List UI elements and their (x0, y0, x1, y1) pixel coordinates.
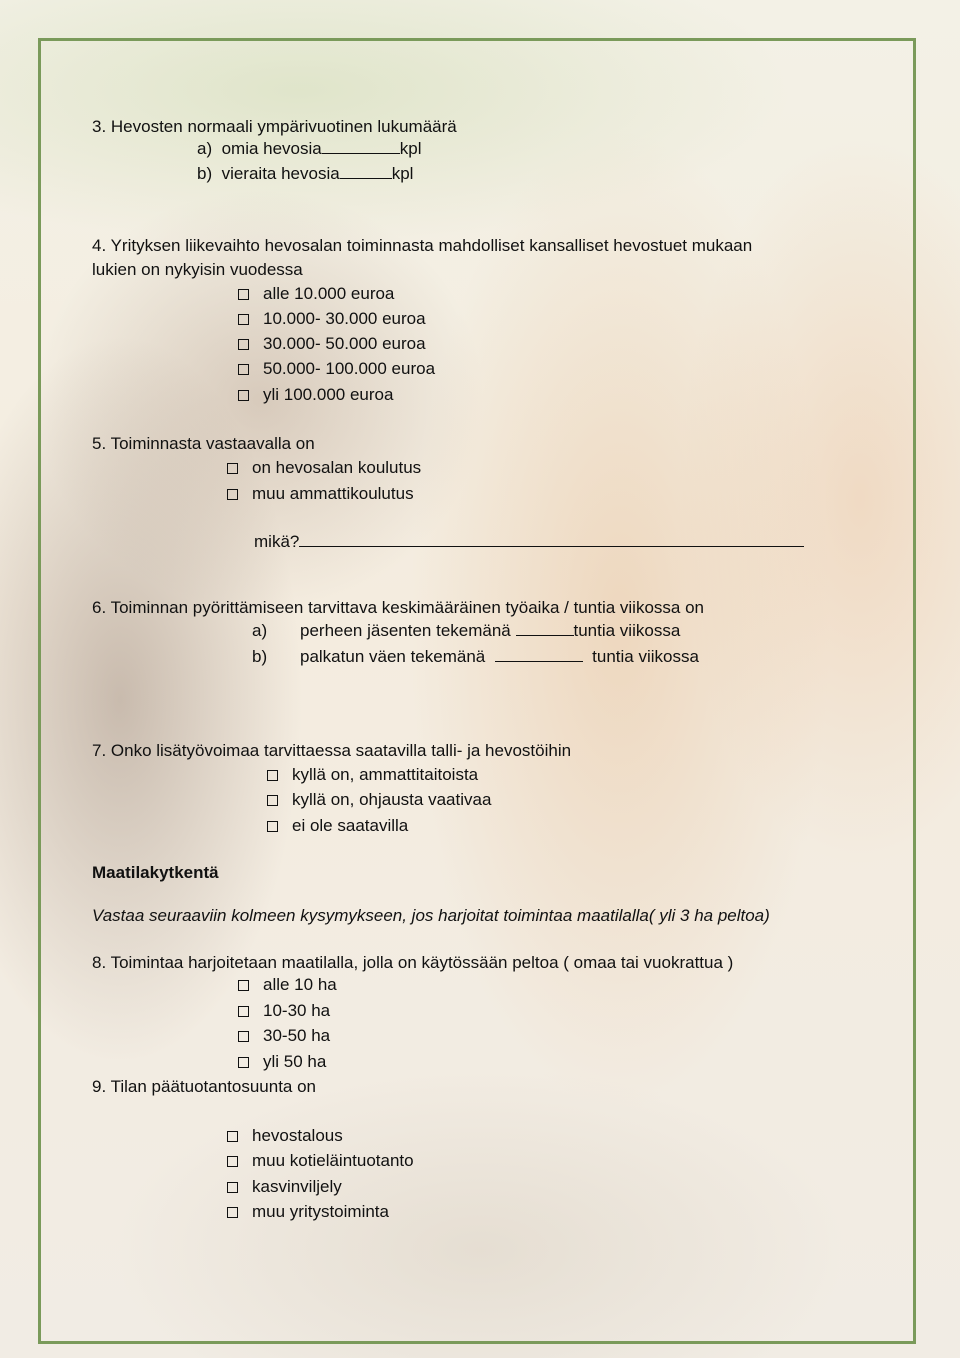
checkbox-icon[interactable] (238, 364, 249, 375)
q6-b-unit: tuntia viikossa (592, 647, 699, 666)
q6-b-blank[interactable] (495, 647, 583, 662)
checkbox-icon[interactable] (238, 289, 249, 300)
q4-option (238, 359, 435, 379)
q5-which-blank[interactable] (299, 532, 804, 547)
q6-a-label: perheen jäsenten tekemänä (300, 621, 511, 640)
q4-option-label: 50.000- 100.000 euroa (263, 359, 436, 378)
q8-option (238, 1001, 330, 1021)
q6-b-label: palkatun väen tekemänä (300, 647, 486, 666)
q9-option-label: kasvinviljely (252, 1177, 342, 1196)
q3-a-prefix: a) (197, 139, 213, 158)
q6-a-prefix: a) (252, 621, 268, 640)
q5-option-label: on hevosalan koulutus (252, 458, 422, 477)
q4-option-label: 30.000- 50.000 euroa (263, 334, 426, 353)
q4-option-label: alle 10.000 euroa (263, 284, 395, 303)
q3-b-prefix: b) (197, 164, 213, 183)
q6-b-prefix: b) (252, 647, 268, 666)
q3-a-label: omia hevosia (221, 139, 322, 158)
q7-option (267, 816, 408, 836)
q5-which (254, 532, 804, 552)
q9-option-label: hevostalous (252, 1126, 343, 1145)
q9-option (227, 1202, 389, 1222)
q5-which-label: mikä? (254, 532, 300, 551)
q8-option (238, 1026, 330, 1046)
q5-title: 5. Toiminnasta vastaavalla on (92, 434, 315, 453)
checkbox-icon[interactable] (238, 390, 249, 401)
q9-option (227, 1177, 342, 1197)
q8-option (238, 1052, 326, 1072)
q4-title-line1: 4. Yrityksen liikevaihto hevosalan toiminnasta mahdolliset kansalliset hevostuet mukaan (92, 236, 753, 255)
checkbox-icon[interactable] (227, 1182, 238, 1193)
q5-option (227, 458, 421, 478)
q6-option-a (252, 621, 680, 641)
section-instruction: Vastaa seuraaviin kolmeen kysymykseen, jos harjoitat toimintaa maatilalla( yli 3 ha peltoa) (92, 906, 770, 925)
q5-option (227, 484, 414, 504)
checkbox-icon[interactable] (227, 1156, 238, 1167)
q8-option-label: yli 50 ha (263, 1052, 327, 1071)
checkbox-icon[interactable] (238, 1057, 249, 1068)
checkbox-icon[interactable] (267, 770, 278, 781)
q7-option (267, 765, 478, 785)
q6-option-b (252, 647, 699, 667)
q4-option (238, 309, 426, 329)
q7-title: 7. Onko lisätyövoimaa tarvittaessa saatavilla talli- ja hevostöihin (92, 741, 572, 760)
q4-option-label: yli 100.000 euroa (263, 385, 394, 404)
q3-title: 3. Hevosten normaali ympärivuotinen lukumäärä (92, 117, 457, 136)
q3-a-blank[interactable] (322, 139, 400, 154)
q6-a-blank[interactable] (516, 621, 574, 636)
q8-title: 8. Toimintaa harjoitetaan maatilalla, jolla on käytössään peltoa ( omaa tai vuokrattua ) (92, 953, 734, 972)
q9-option (227, 1151, 414, 1171)
q8-option-label: alle 10 ha (263, 975, 337, 994)
page-border (38, 38, 916, 1344)
q6-title: 6. Toiminnan pyörittämiseen tarvittava keskimääräinen työaika / tuntia viikossa on (92, 598, 704, 617)
q4-option (238, 385, 393, 405)
q4-option (238, 334, 426, 354)
checkbox-icon[interactable] (227, 489, 238, 500)
q8-option (238, 975, 337, 995)
q9-option (227, 1126, 343, 1146)
q9-option-label: muu yritystoiminta (252, 1202, 389, 1221)
q7-option (267, 790, 491, 810)
q3-a-unit: kpl (399, 139, 422, 158)
q9-title: 9. Tilan päätuotantosuunta on (92, 1077, 317, 1096)
q5-option-label: muu ammattikoulutus (252, 484, 414, 503)
checkbox-icon[interactable] (227, 1131, 238, 1142)
q3-b-unit: kpl (391, 164, 414, 183)
checkbox-icon[interactable] (238, 314, 249, 325)
checkbox-icon[interactable] (227, 463, 238, 474)
checkbox-icon[interactable] (267, 795, 278, 806)
q6-a-unit: tuntia viikossa (573, 621, 681, 640)
q7-option-label: kyllä on, ammattitaitoista (292, 765, 479, 784)
checkbox-icon[interactable] (238, 1006, 249, 1017)
checkbox-icon[interactable] (227, 1207, 238, 1218)
section-heading: Maatilakytkentä (92, 863, 219, 882)
q8-option-label: 10-30 ha (263, 1001, 331, 1020)
q7-option-label: ei ole saatavilla (292, 816, 409, 835)
q3-b-label: vieraita hevosia (221, 164, 340, 183)
q8-option-label: 30-50 ha (263, 1026, 331, 1045)
checkbox-icon[interactable] (238, 1031, 249, 1042)
q3-option-b (197, 164, 413, 184)
q9-option-label: muu kotieläintuotanto (252, 1151, 414, 1170)
q3-b-blank[interactable] (340, 164, 392, 179)
checkbox-icon[interactable] (267, 821, 278, 832)
q4-option (238, 284, 394, 304)
q4-title-line2: lukien on nykyisin vuodessa (92, 260, 303, 279)
checkbox-icon[interactable] (238, 980, 249, 991)
checkbox-icon[interactable] (238, 339, 249, 350)
q7-option-label: kyllä on, ohjausta vaativaa (292, 790, 492, 809)
q3-option-a (197, 139, 421, 159)
q4-option-label: 10.000- 30.000 euroa (263, 309, 426, 328)
